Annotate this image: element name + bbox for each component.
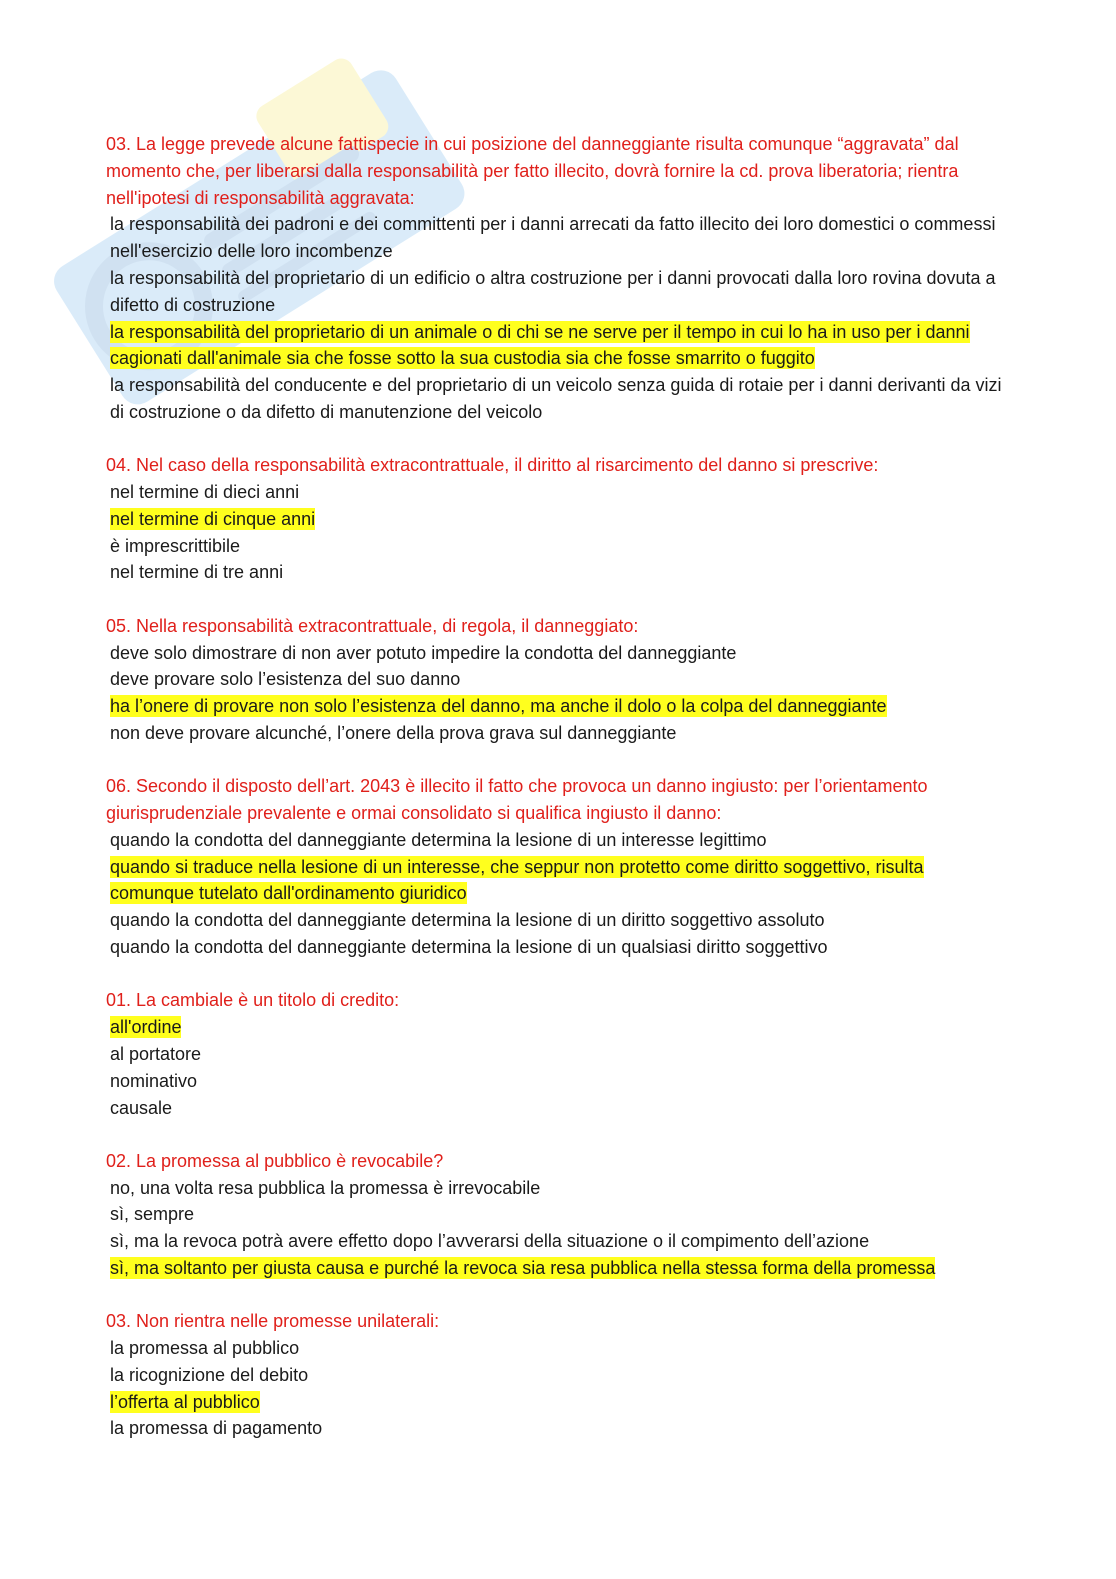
answer-option xyxy=(106,559,1006,586)
answer-option xyxy=(106,1201,1006,1228)
question-text: 02. La promessa al pubblico è revocabile? xyxy=(106,1150,444,1171)
answer-option xyxy=(106,720,1006,747)
document-body xyxy=(106,131,1006,1469)
answer-text: la promessa al pubblico xyxy=(110,1338,300,1359)
answer-text: sì, ma la revoca potrà avere effetto dopo l’avverarsi della situazione o il compimento dell’azione xyxy=(110,1231,870,1252)
answer-text: causale xyxy=(110,1097,173,1118)
answer-option xyxy=(106,827,1006,854)
answer-text: al portatore xyxy=(110,1043,202,1064)
answer-option-correct xyxy=(106,1255,1006,1282)
question-text: 06. Secondo il disposto dell’art. 2043 è illecito il fatto che provoca un danno ingiusto: per l’orientamento giurisprudenziale prevalente e ormai consolidato si qualifica ingiusto il danno: xyxy=(106,776,928,824)
answer-option-correct xyxy=(106,1389,1006,1416)
answer-option xyxy=(106,1335,1006,1362)
answer-option xyxy=(106,533,1006,560)
answer-option xyxy=(106,265,1006,319)
question-block xyxy=(106,987,1006,1121)
answer-option-correct xyxy=(106,693,1006,720)
question-block xyxy=(106,1148,1006,1282)
question-text: 05. Nella responsabilità extracontrattuale, di regola, il danneggiato: xyxy=(106,615,639,636)
answer-option xyxy=(106,907,1006,934)
answer-text: la responsabilità del proprietario di un edificio o altra costruzione per i danni provocati dalla loro rovina dovuta a difetto di costruzione xyxy=(110,267,996,315)
answer-text: l’offerta al pubblico xyxy=(110,1391,260,1412)
question-text: 04. Nel caso della responsabilità extracontrattuale, il diritto al risarcimento del danno si prescrive: xyxy=(106,455,879,476)
answer-text: la responsabilità dei padroni e dei committenti per i danni arrecati da fatto illecito dei loro domestici o commessi nell'esercizio delle loro incombenze xyxy=(110,214,996,262)
answer-text: ha l’onere di provare non solo l’esistenza del danno, ma anche il dolo o la colpa del danneggiante xyxy=(110,696,887,717)
answer-text: è imprescrittibile xyxy=(110,535,241,556)
question-text: 03. Non rientra nelle promesse unilaterali: xyxy=(106,1311,440,1332)
answer-text: non deve provare alcunché, l’onere della prova grava sul danneggiante xyxy=(110,722,677,743)
answer-text: deve provare solo l’esistenza del suo danno xyxy=(110,669,461,690)
answer-text: quando la condotta del danneggiante determina la lesione di un qualsiasi diritto soggettivo xyxy=(110,937,828,958)
answer-text: quando la condotta del danneggiante determina la lesione di un interesse legittimo xyxy=(110,829,767,850)
answer-option-correct xyxy=(106,319,1006,373)
answer-text: nominativo xyxy=(110,1070,198,1091)
answer-text: all'ordine xyxy=(110,1017,182,1038)
answer-option xyxy=(106,1362,1006,1389)
question-block xyxy=(106,773,1006,961)
answer-text: no, una volta resa pubblica la promessa è irrevocabile xyxy=(110,1177,541,1198)
answer-text: la responsabilità del conducente e del proprietario di un veicolo senza guida di rotaie per i danni derivanti da vizi di costruzione o da difetto di manutenzione del veicolo xyxy=(110,375,1002,422)
answer-text: la responsabilità del proprietario di un animale o di chi se ne serve per il tempo in cui lo ha in uso per i danni cagionati dall'animale sia che fosse sotto la sua custodia sia che fosse smarrito o fuggito xyxy=(110,321,970,369)
answer-option xyxy=(106,666,1006,693)
question-block xyxy=(106,613,1006,747)
question-block xyxy=(106,131,1006,426)
answer-text: quando si traduce nella lesione di un interesse, che seppur non protetto come diritto soggettivo, risulta comunque tutelato dall'ordinamento giuridico xyxy=(110,856,924,904)
question-text: 03. La legge prevede alcune fattispecie in cui posizione del danneggiante risulta comunque “aggravata” dal momento che, per liberarsi dalla responsabilità per fatto illecito, dovrà fornire la cd. prova liberatoria; rientra nell'ipotesi di responsabilità aggravata: xyxy=(106,134,959,208)
answer-text: deve solo dimostrare di non aver potuto impedire la condotta del danneggiante xyxy=(110,642,737,663)
answer-option xyxy=(106,479,1006,506)
answer-option xyxy=(106,934,1006,961)
answer-option-correct xyxy=(106,1014,1006,1041)
question-block xyxy=(106,452,1006,586)
answer-option xyxy=(106,372,1006,426)
question-block xyxy=(106,1308,1006,1442)
answer-text: nel termine di dieci anni xyxy=(110,482,300,503)
answer-option xyxy=(106,1415,1006,1442)
answer-option-correct xyxy=(106,506,1006,533)
answer-option-correct xyxy=(106,854,1006,908)
answer-option xyxy=(106,1228,1006,1255)
answer-text: nel termine di tre anni xyxy=(110,562,284,583)
answer-option xyxy=(106,640,1006,667)
answer-option xyxy=(106,1175,1006,1202)
answer-text: sì, ma soltanto per giusta causa e purché la revoca sia resa pubblica nella stessa forma della promessa xyxy=(110,1257,936,1278)
answer-option xyxy=(106,1095,1006,1122)
answer-text: nel termine di cinque anni xyxy=(110,508,316,529)
answer-option xyxy=(106,1041,1006,1068)
question-text: 01. La cambiale è un titolo di credito: xyxy=(106,990,400,1011)
answer-text: la ricognizione del debito xyxy=(110,1364,309,1385)
answer-option xyxy=(106,211,1006,265)
answer-text: quando la condotta del danneggiante determina la lesione di un diritto soggettivo assoluto xyxy=(110,910,825,931)
answer-text: la promessa di pagamento xyxy=(110,1418,323,1439)
answer-text: sì, sempre xyxy=(110,1204,195,1225)
answer-option xyxy=(106,1068,1006,1095)
